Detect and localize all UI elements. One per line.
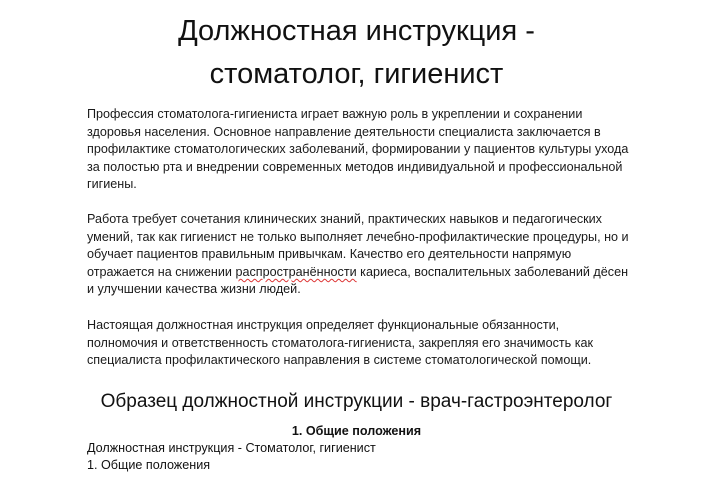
document-line-section: 1. Общие положения bbox=[87, 458, 211, 472]
paragraph-text-before: Работа требует сочетания клинических знаний, практических навыков и педагогических умений, так как гигиенист не только выполняет лечебно-профилактические процедуры, но и обучает пациентов правильным привычкам. Качество его деятельности напрямую отражается на снижении bbox=[87, 212, 629, 279]
document-line-title: Должностная инструкция - Стоматолог, гигиенист bbox=[87, 441, 376, 455]
work-paragraph bbox=[87, 211, 632, 299]
misspelled-word[interactable]: распространённости bbox=[235, 264, 357, 279]
intro-paragraph: Профессия стоматолога-гигиениста играет важную роль в укреплении и сохранении здоровья населения. Основное направление деятельности специалиста заключается в профилактике стоматологических заболеваний, формировании у пациентов культуры ухода за полостью рта и внедрении современных методов индивидуальной и профессиональной гигиены. bbox=[87, 107, 629, 192]
sample-subtitle: Образец должностной инструкции - врач-гастроэнтеролог bbox=[100, 391, 613, 412]
purpose-paragraph: Настоящая должностная инструкция определяет функциональные обязанности, полномочия и ответственность стоматолога-гигиениста, закрепляя его значимость как специалиста профилактического направления в системе стоматологической помощи. bbox=[87, 318, 594, 368]
section-heading: 1. Общие положения bbox=[291, 424, 422, 438]
title-line-1: Должностная инструкция - bbox=[178, 15, 535, 47]
page-title bbox=[0, 10, 713, 96]
title-line-2: стоматолог, гигиенист bbox=[209, 58, 504, 90]
paragraph-text-after: кариеса, воспалительных заболеваний дёсен и улучшении качества жизни людей. bbox=[87, 264, 629, 297]
